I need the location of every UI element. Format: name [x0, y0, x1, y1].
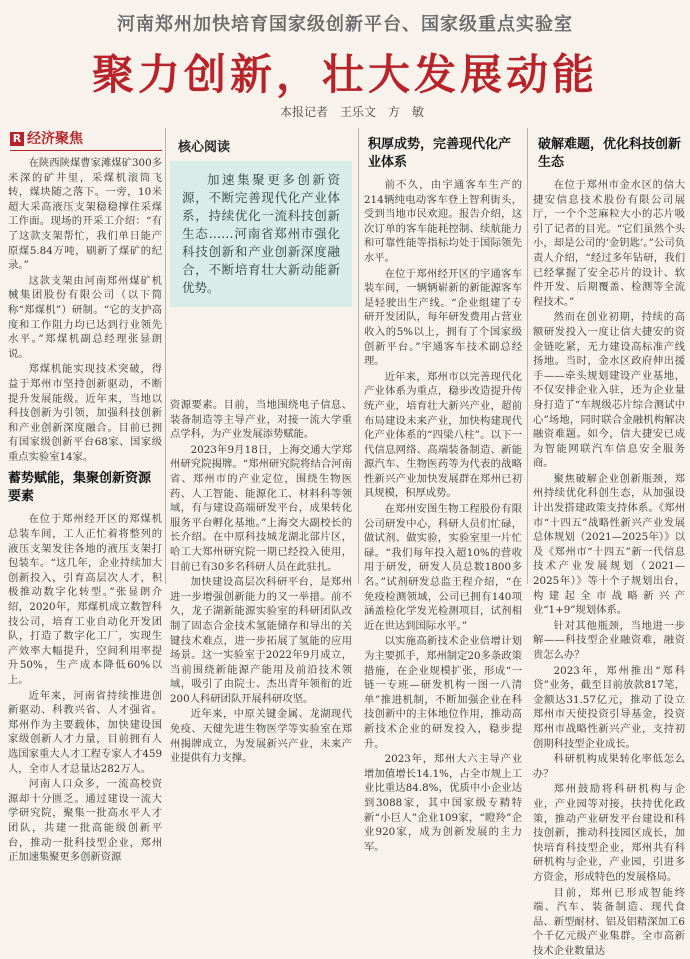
paragraph: 然而在创业初期，持续的高额研发投入一度让信大捷安的资金链吃紧，无力建设高标准产线扬地。当时，金水区政府伸出援手——牵头规划建设产业基地，不仅安排企业入驻，还为企业量身打造了“车规级芯片综合测试中心”场地，同时联合金融机构解决融资难题。如今，信大捷安已成为智能网联汽车信息安全服务商。 — [533, 311, 685, 470]
paragraph: 2023年，郑州大六主导产业增加值增长14.1%，占全市规上工业比重达84.8%，优质中小企业达到3088家，其中国家级专精特新“小巨人”企业109家，“瞪羚”企业920家，成为创新发展的主力军。 — [364, 753, 522, 853]
paragraph: 以实施高新技术企业倍增计划为主要抓手，郑州制定20多条政策措施，在企业规模扩张，形成“一链一专班—研发机构一图一八清单”推进机制，不断加强企业在科技创新中的主体地位作用，推动高新技术企业的研发投入，稳步提升。 — [364, 635, 522, 750]
paragraph: 近年来，河南省持续推进创新驱动、科教兴省、人才强省。郑州作为主要载体，加快建设国家级创新人才力量，目前拥有人选国家重大人才工程专家人才459人，全市人才总量达282万人。 — [8, 689, 162, 775]
paragraph: 2023年，郑州推出“郑科贷”业务，截至目前放款817笔，金额达31.57亿元，推动了设立郑州市天使投资引导基金，投资郑州市战略性新兴产业，支持初创期科技型企业成长。 — [533, 664, 685, 750]
paragraph: 近年来，中原关键金属、龙湖现代免疫、天健先进生物医学等实验室在郑州揭牌成立，为发展新兴产业，未来产业提供有力支撑。 — [170, 708, 352, 765]
paragraph: 目前，郑州已形成智能终端、汽车、装备制造、现代食品、新型耐材、铝及铝精深加工6个千亿元级产业集群。全市高新技术企业数量达 — [533, 886, 685, 957]
section-tag-label: 经济聚焦 — [27, 131, 83, 147]
column-4-heading: 破解难题，优化科技创新生态 — [538, 137, 682, 170]
column-divider — [165, 128, 166, 584]
paragraph: 近年来，郑州市以完善现代化产业体系为重点，稳步改造提升传统产业，培育壮大新兴产业，超前布局建设未来产业，加快构建现代化产业体系的“四梁八柱”。以下一代信息网络、高端装备制造、新能源汽车、生物医药等为代表的战略性新兴产业加快发展群在郑州已初具规模，积厚成势。 — [364, 370, 522, 500]
paragraph: 聚焦破解企业创新瓶颈，郑州持续优化科创生态，从加强设计出发搭建政策支持体系。《郑州市“十四五”战略性新兴产业发展总体规划（2021—2025年）》以及《郑州市“十四五”新一代信息技术产业发展规划（2021—2025年）》等十个子规划出台，构建起全市战略新兴产业“1+9”规划体系。 — [533, 472, 685, 617]
paragraph: 在陕西陕煤曹家滩煤矿300多米深的矿井里，采煤机滚筒飞转，煤块随之落下。一旁，10米超大采高液压支架稳稳撑住采煤工作面。现场的开采工介绍：“有了这款支架帮忙，我们单日能产原煤5.84万吨，刷新了煤矿的纪录。” — [8, 157, 162, 272]
paragraph: 前不久，由宇通客车生产的214辆纯电动客车登上智利街头，受到当地市民欢迎。报告介绍，这次订单的客车能耗控制、续航能力和可靠性能等指标均处于国际领先水平。 — [364, 179, 522, 264]
paragraph: 郑州鼓励将科研机构与企业，产业园等对接，扶持优化政策，推动产业研发平台建设和科技创新，推动科技园区成长，加快培育科技型企业，郑州共有科研机构与企业，产业园，引进多方资金，形成特色的发展格局。 — [533, 783, 685, 883]
section-tag — [10, 128, 83, 148]
paragraph: 在郑州安图生物工程股份有限公司研发中心，科研人员们忙碌，做试剂、做实验，实验室里一片忙碌。“我们每年投入超10%的营收用于研发，研发人员总数1800多名。”试剂研发总监王程介绍，“在免疫检测领域，公司已拥有140项涵盖检化学发光检测项目，试剂相近在世达到国际水平。” — [364, 503, 522, 632]
subheading: 蓄势赋能，集聚创新资源要素 — [8, 471, 152, 505]
core-reading-box — [170, 130, 352, 430]
paragraph: 河南人口众多，一流高校资源却十分匮乏。通过建设一流大学研究院，聚集一批高水平人才团队，共建一批高能级创新平台，推动一批科技型企业，郑州正加速集聚更多创新资源 — [8, 778, 162, 864]
article-column-4 — [533, 178, 685, 959]
paragraph: 科研机构成果转化率低怎么办？ — [533, 753, 685, 780]
core-reading-text: 加速集聚更多创新资源，不断完善现代化产业体系，持续优化一流科技创新生态……河南省郑州市强化科技创新和产业创新深度融合，不断培育壮大新动能新优势。 — [182, 172, 340, 295]
article-column-2 — [170, 398, 352, 767]
paragraph: 郑煤机能实现技术突破，得益于郑州市坚持创新驱动，不断提升发展能级。近年来，当地以科技创新为引领，加强科技创新和产业创新深度融合。目前已拥有国家级创新平台68家、国家级重点实验室14家。 — [8, 363, 162, 463]
paragraph: 加快建设高层次科研平台，是郑州进一步增强创新能力的又一举措。前不久，龙子湖新能源实验室的科研团队改制了固态合金技术氢能储存和导出的关键技术难点，进一步拓展了氢能的应用场景。这一实验室于2022年9月成立，当前围绕新能源产能用及前沿技术领域，吸引了由院士、杰出青年领衔的近200人科研团队开展科研攻坚。 — [170, 576, 352, 705]
column-divider — [358, 128, 359, 584]
section-logo-icon: R — [10, 132, 24, 146]
paragraph: 2023年9月18日，上海交通大学郑州研究院揭牌。“郑州研究院将结合河南省、郑州市的产业定位，围绕生物医药、人工智能、能源化工、材料科等领域，有与建设高端研发平台，成果转化服务平台孵化基地。”上海交大副校长的长介绍。在中原科技城龙湖北部片区，哈工大郑州研究院一期已经投入使用，目前已有30多名科研人员在此驻扎。 — [170, 443, 352, 573]
byline: 本报记者 王乐文 方 敏 — [280, 105, 425, 119]
article-column-3 — [364, 178, 522, 855]
paragraph: 针对其他瓶颈，当地进一步解——科技型企业融资难，融资贵怎么办？ — [533, 619, 685, 661]
paragraph: 在位于郑州经开区的郑煤机总装车间，工人正忙着将整列的液压支架发往各地的液压支架打包装车。“这几年，企业持续加大创新投入，引育高层次人才，积极推动数字化转型。”张显朗介绍，2020年，郑煤机成立数智科技公司，培育工业自动化开发团队，打造了数字化工厂，实现生产效率大幅提升，空间利用率提升50%，生产成本降低60%以上。 — [8, 513, 162, 686]
paragraph: 在位于郑州市金水区的信大捷安信息技术股份有限公司展厅，一个个芝麻粒大小的芯片吸引了记者的目光。“它们虽然个头小，却是公司的‘金钥匙’。”公司负责人介绍，“经过多年钻研，我们已经掌握了安全芯片的设计、软件开发、后期覆盖、检测等全流程技术。” — [533, 179, 685, 308]
section-tag-rule — [10, 150, 162, 151]
column-3-heading: 积厚成势，完善现代化产业体系 — [368, 137, 512, 170]
paragraph: 资源要素。目前，当地围绕电子信息、装备制造等主导产业，对接一流大学重点学科，为产业发展添势赋能。 — [170, 399, 352, 441]
core-reading-body — [170, 161, 352, 307]
paragraph: 这款支架由河南郑州煤矿机械集团股份有限公司（以下简称“郑煤机”）研制。“它的支护高度和工作阻力均已达到行业领先水平。”郑煤机副总经理张显朗说。 — [8, 274, 162, 360]
core-reading-title: 核心阅读 — [178, 140, 231, 155]
kicker: 河南郑州加快培育国家级创新平台、国家级重点实验室 — [117, 14, 573, 35]
headline: 聚力创新，壮大发展动能 — [91, 50, 598, 99]
column-divider — [527, 128, 528, 584]
article-column-1 — [8, 156, 162, 866]
paragraph: 在位于郑州经开区的宇通客车装车间，一辆辆崭新的新能源客车是轻驶出生产线。“企业组建了专研开发团队，每年研发费用占营业收入的5%以上，拥有了个国家级创新平台。”宇通客车技术副总经理。 — [364, 267, 522, 368]
